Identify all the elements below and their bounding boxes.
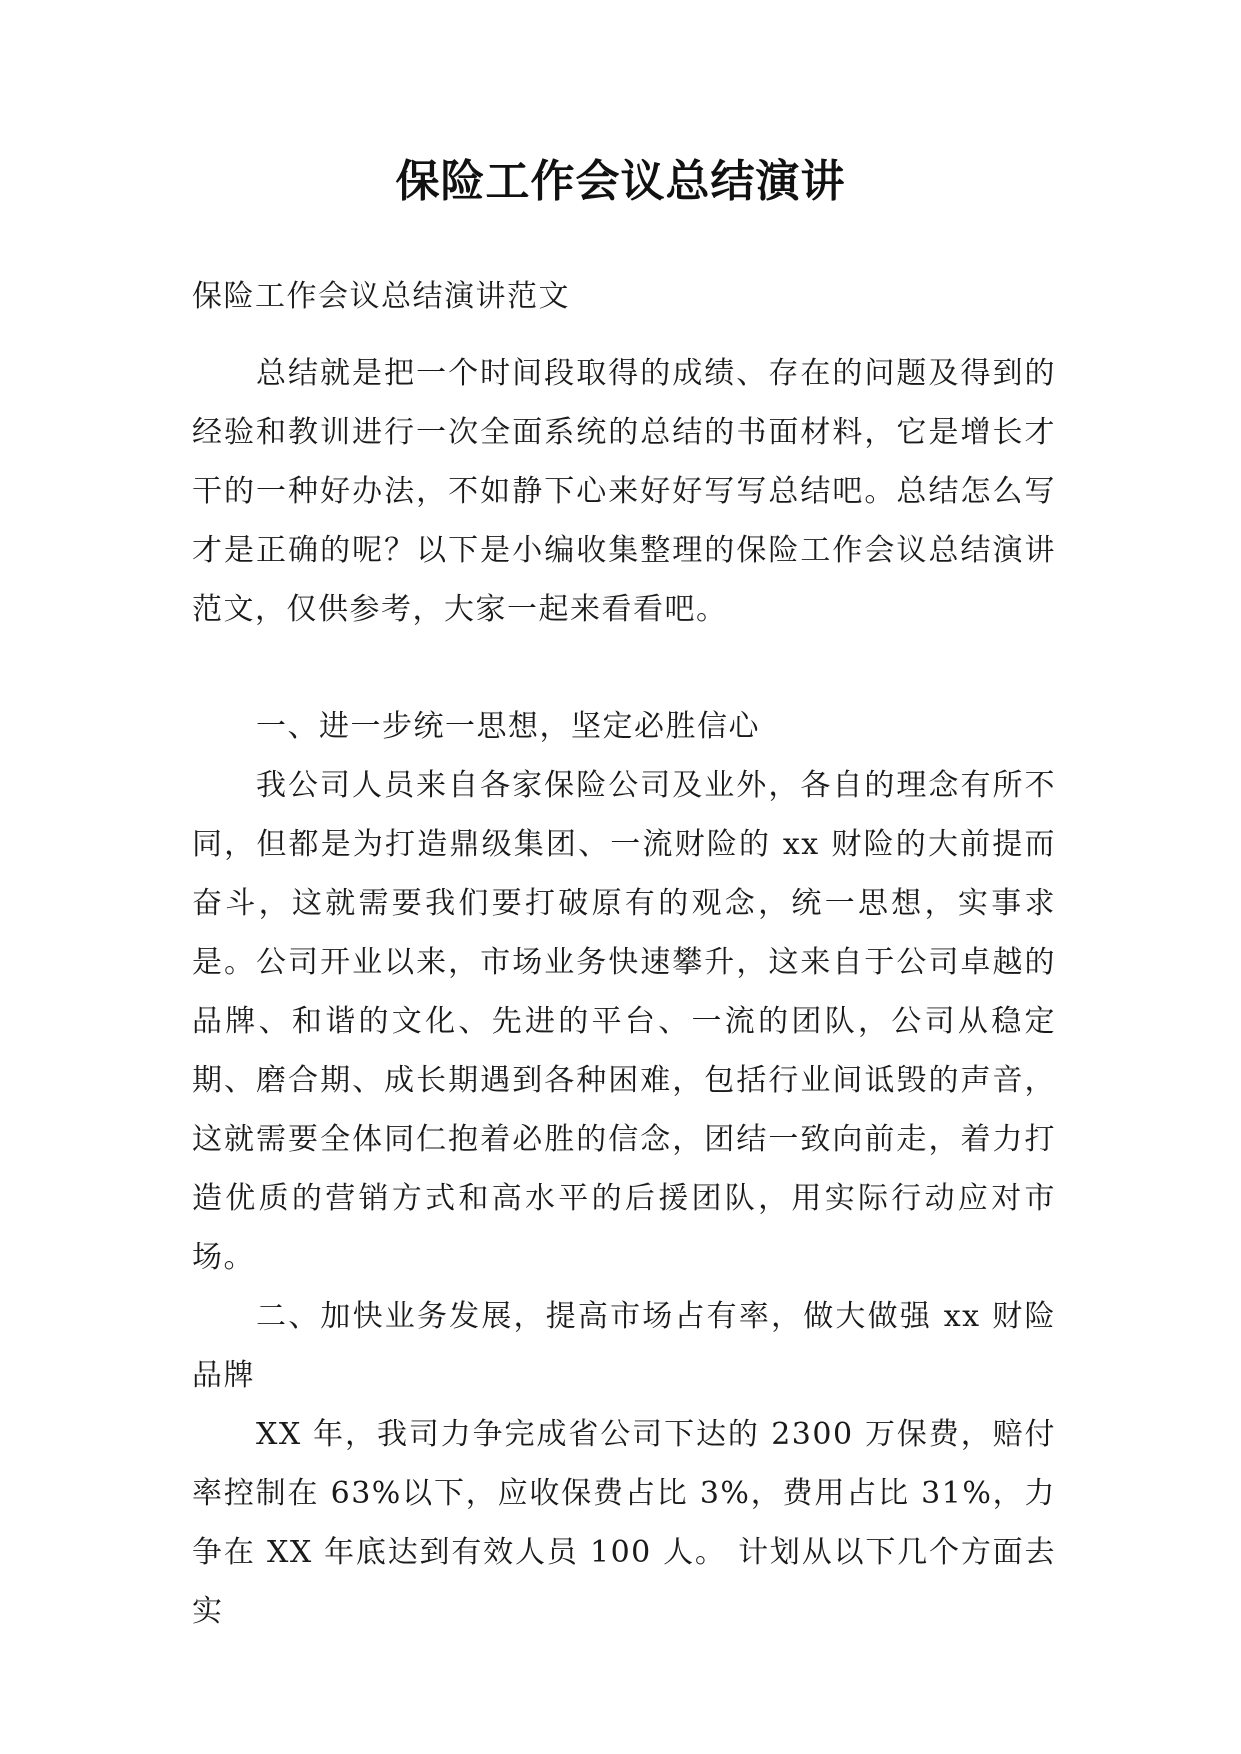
- document-body: [192, 344, 1056, 1641]
- section-heading-2: 二、加快业务发展，提高市场占有率，做大做强 xx 财险品牌: [192, 1299, 1056, 1393]
- document-title: 保险工作会议总结演讲: [395, 156, 846, 207]
- section-heading-1: 一、进一步统一思想，坚定必胜信心: [256, 709, 760, 744]
- section-1-paragraph: 我公司人员来自各家保险公司及业外，各自的理念有所不同，但都是为打造鼎级集团、一流财险的 xx 财险的大前提而奋斗，这就需要我们要打破原有的观念，统一思想，实事求是。公司开业以来，市场业务快速攀升，这来自于公司卓越的品牌、和谐的文化、先进的平台、一流的团队，公司从稳定期、磨合期、成长期遇到各种困难，包括行业间诋毁的声音，这就需要全体同仁抱着必胜的信念，团结一致向前走，着力打造优质的营销方式和高水平的后援团队，用实际行动应对市场。: [192, 768, 1056, 1275]
- intro-paragraph: 总结就是把一个时间段取得的成绩、存在的问题及得到的经验和教训进行一次全面系统的总结的书面材料，它是增长才干的一种好办法，不如静下心来好好写写总结吧。总结怎么写才是正确的呢？以下是小编收集整理的保险工作会议总结演讲范文，仅供参考，大家一起来看看吧。: [192, 356, 1056, 627]
- document-subtitle: 保险工作会议总结演讲范文: [192, 279, 570, 314]
- section-2-paragraph: XX 年，我司力争完成省公司下达的 2300 万保费，赔付率控制在 63%以下，应收保费占比 3%，费用占比 31%，力争在 XX 年底达到有效人员 100 人。 计划从以下几个方面去实: [192, 1417, 1056, 1629]
